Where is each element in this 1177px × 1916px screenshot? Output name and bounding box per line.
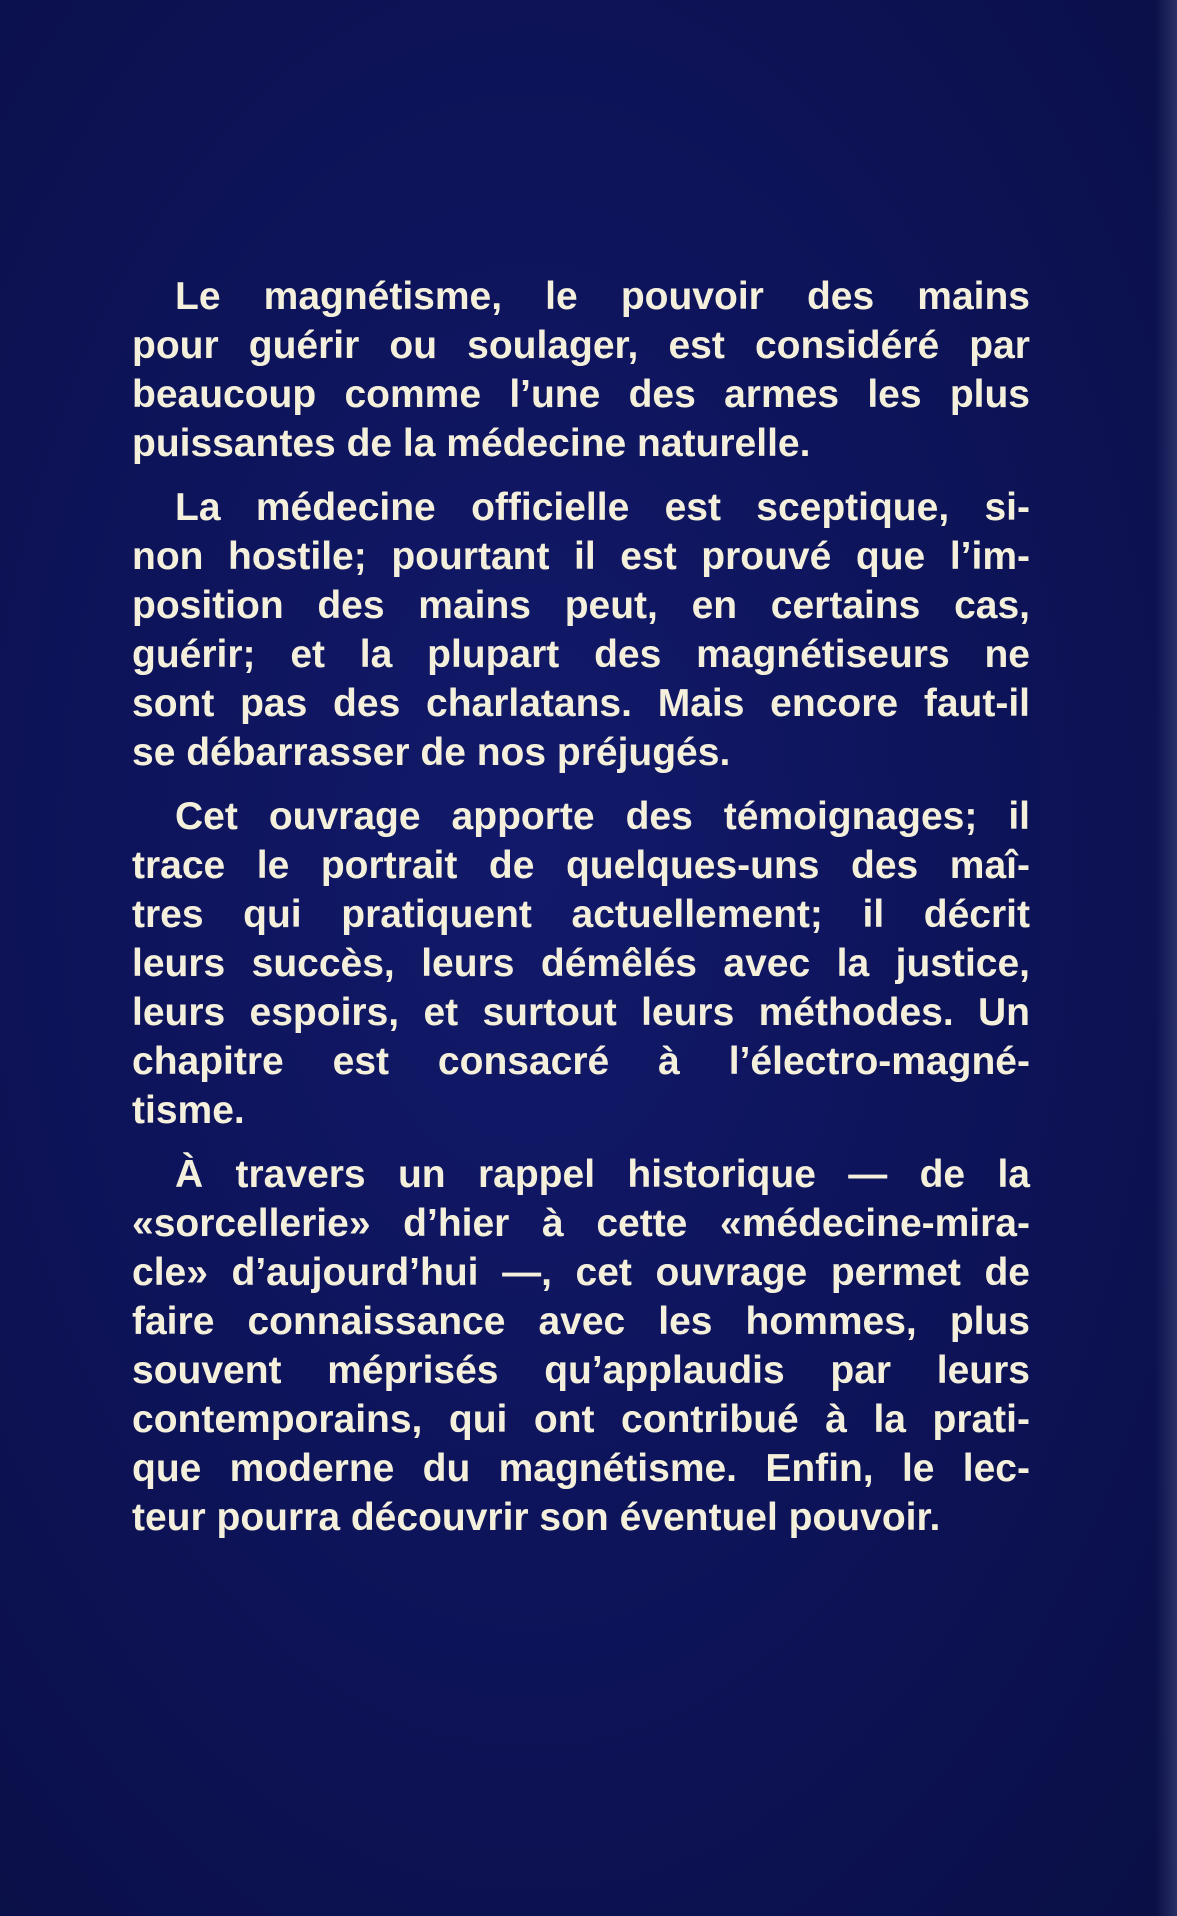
text-line: souvent méprisés qu’applaudis par leurs — [132, 1349, 1030, 1392]
text-line: tisme. — [132, 1089, 245, 1132]
text-line: cle» d’aujourd’hui —, cet ouvrage permet de — [132, 1251, 1030, 1294]
paragraph — [132, 272, 1030, 468]
text-line: se débarrasser de nos préjugés. — [132, 731, 731, 774]
text-line: trace le portrait de quelques-uns des maî- — [132, 844, 1030, 887]
text-line: teur pourra découvrir son éventuel pouvoir. — [132, 1496, 941, 1539]
text-line: Le magnétisme, le pouvoir des mains — [175, 275, 1030, 318]
text-line: La médecine officielle est sceptique, si- — [175, 486, 1030, 529]
text-line: tres qui pratiquent actuellement; il décrit — [132, 893, 1030, 936]
text-line: chapitre est consacré à l’électro-magné- — [132, 1040, 1030, 1083]
book-spine-edge — [1155, 0, 1177, 1916]
paragraph — [132, 792, 1030, 1135]
text-line: contemporains, qui ont contribué à la prati- — [132, 1398, 1030, 1441]
text-line: puissantes de la médecine naturelle. — [132, 422, 811, 465]
text-line: «sorcellerie» d’hier à cette «médecine-mira- — [132, 1202, 1030, 1245]
text-line: leurs espoirs, et surtout leurs méthodes. Un — [132, 991, 1030, 1034]
paragraph — [132, 1150, 1030, 1542]
text-line: guérir; et la plupart des magnétiseurs ne — [132, 633, 1030, 676]
text-line: À travers un rappel historique — de la — [175, 1153, 1030, 1196]
text-line: pour guérir ou soulager, est considéré par — [132, 324, 1030, 367]
text-line: sont pas des charlatans. Mais encore faut-il — [132, 682, 1030, 725]
paragraph — [132, 483, 1030, 777]
text-line: leurs succès, leurs démêlés avec la justice, — [132, 942, 1030, 985]
text-line: Cet ouvrage apporte des témoignages; il — [175, 795, 1030, 838]
text-line: beaucoup comme l’une des armes les plus — [132, 373, 1030, 416]
text-line: non hostile; pourtant il est prouvé que l’im- — [132, 535, 1030, 578]
text-line: faire connaissance avec les hommes, plus — [132, 1300, 1030, 1343]
text-line: que moderne du magnétisme. Enfin, le lec- — [132, 1447, 1030, 1490]
back-cover-blurb — [132, 272, 1030, 1557]
text-line: position des mains peut, en certains cas, — [132, 584, 1030, 627]
